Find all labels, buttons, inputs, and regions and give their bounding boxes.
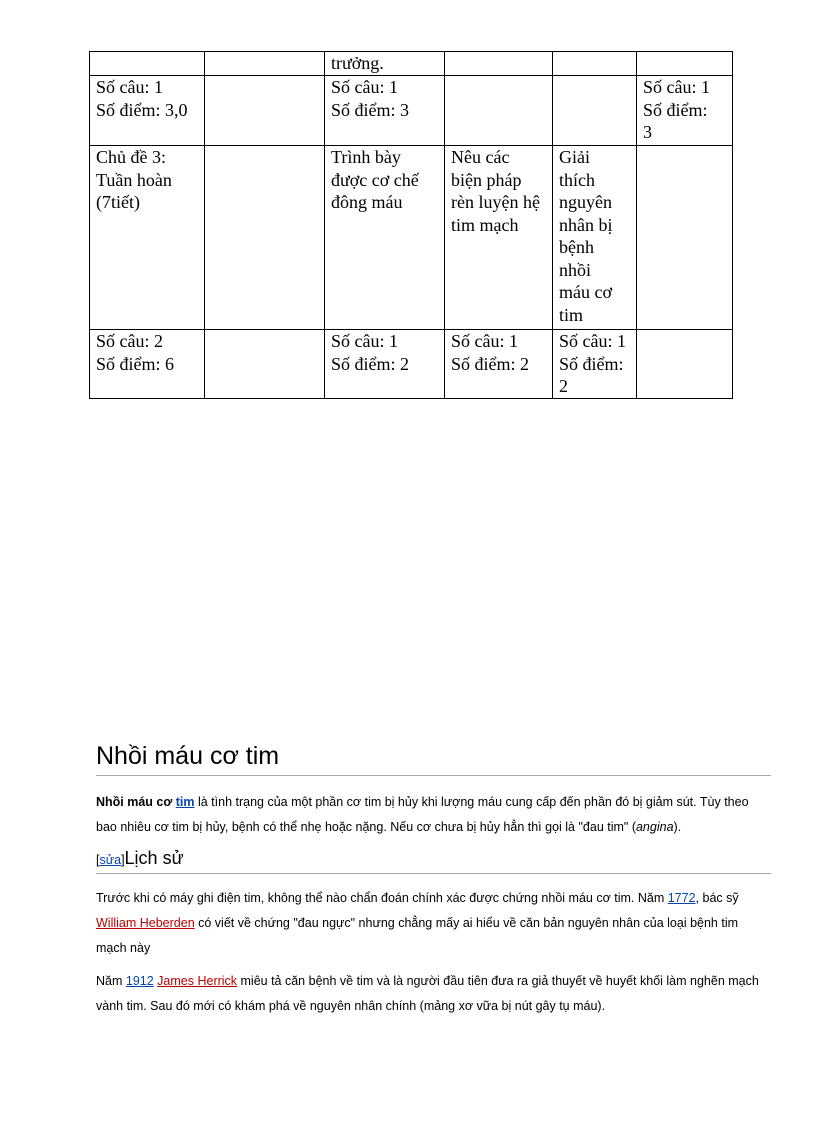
- table-cell: [637, 146, 733, 330]
- para1-text-3: có viết về chứng "đau ngực" nhưng chẳng mấy ai hiểu về căn bản nguyên nhân của loại bệnh tim mạch này: [96, 916, 739, 955]
- table-cell: Số câu: 1 Số điểm: 3: [325, 76, 445, 146]
- table-cell: [637, 52, 733, 76]
- table-cell: Số câu: 2 Số điểm: 6: [90, 330, 205, 399]
- table-cell: [205, 146, 325, 330]
- table-cell: [553, 52, 637, 76]
- section-heading: Lịch sử: [124, 848, 184, 868]
- table-cell: Số câu: 1 Số điểm: 3,0: [90, 76, 205, 146]
- edit-bracket-open: [: [96, 853, 100, 867]
- intro-text: là tình trạng của một phần cơ tim bị hủy khi lượng máu cung cấp đến phần đó bị giảm sút. Tùy theo bao nhiêu cơ tim bị hủy, bệnh có thể nhẹ hoặc nặng. Nếu cơ chưa bị hủy hẳn thì gọi là "đau tim" (: [96, 795, 749, 834]
- para1-text-2: , bác sỹ: [695, 891, 739, 905]
- intro-text-end: ).: [673, 820, 682, 834]
- table-cell: Nêu các biện pháp rèn luyện hệ tim mạch: [445, 146, 553, 330]
- link-year-1772[interactable]: 1772: [667, 891, 696, 905]
- table-cell: Số câu: 1 Số điểm: 2: [553, 330, 637, 399]
- edit-section-link[interactable]: sửa: [99, 853, 122, 867]
- link-year-1912[interactable]: 1912: [125, 974, 154, 988]
- table-cell: [205, 52, 325, 76]
- table-cell: [90, 52, 205, 76]
- table-cell: Số câu: 1 Số điểm: 2: [325, 330, 445, 399]
- table-cell: [445, 52, 553, 76]
- para2-text: Năm: [96, 974, 126, 988]
- intro-paragraph: [96, 790, 771, 840]
- link-william-heberden[interactable]: William Heberden: [96, 916, 195, 930]
- table-cell: Giải thích nguyên nhân bị bệnh nhồi máu cơ tim: [553, 146, 637, 330]
- table-row: [90, 52, 733, 76]
- edit-bracket-close: ]: [121, 853, 125, 867]
- table-cell: [205, 330, 325, 399]
- table-cell: [205, 76, 325, 146]
- link-james-herrick[interactable]: James Herrick: [157, 974, 238, 988]
- table-row: [90, 76, 733, 146]
- table-cell: [637, 330, 733, 399]
- intro-bold-term: Nhồi máu cơ: [96, 795, 173, 809]
- article-title: Nhồi máu cơ tim: [96, 738, 771, 776]
- table-row: [90, 330, 733, 399]
- para2-text-3: miêu tả căn bệnh về tim và là người đầu tiên đưa ra giả thuyết về huyết khối làm nghẽn mạch vành tim. Sau đó mới có khám phá về nguyên nhân chính (mảng xơ vữa bị nút gây tụ máu).: [96, 974, 759, 1013]
- table-cell: Trình bày được cơ chế đông máu: [325, 146, 445, 330]
- intro-italic-term: angina: [635, 820, 674, 834]
- link-tim[interactable]: tim: [175, 795, 195, 809]
- table-cell: Số câu: 1 Số điểm: 3: [637, 76, 733, 146]
- objectives-matrix-table: [89, 51, 733, 399]
- history-paragraph-1: [96, 886, 771, 961]
- table-row: [90, 146, 733, 330]
- table-cell: [553, 76, 637, 146]
- table-cell: Chủ đề 3: Tuần hoàn (7tiết): [90, 146, 205, 330]
- table-cell: Số câu: 1 Số điểm: 2: [445, 330, 553, 399]
- para1-text: Trước khi có máy ghi điện tim, không thể nào chẩn đoán chính xác được chứng nhồi máu cơ tim. Năm: [96, 891, 668, 905]
- table-cell: trưởng.: [325, 52, 445, 76]
- section-heading-row: [96, 844, 771, 874]
- table-cell: [445, 76, 553, 146]
- article: [96, 738, 771, 1019]
- history-paragraph-2: [96, 969, 771, 1019]
